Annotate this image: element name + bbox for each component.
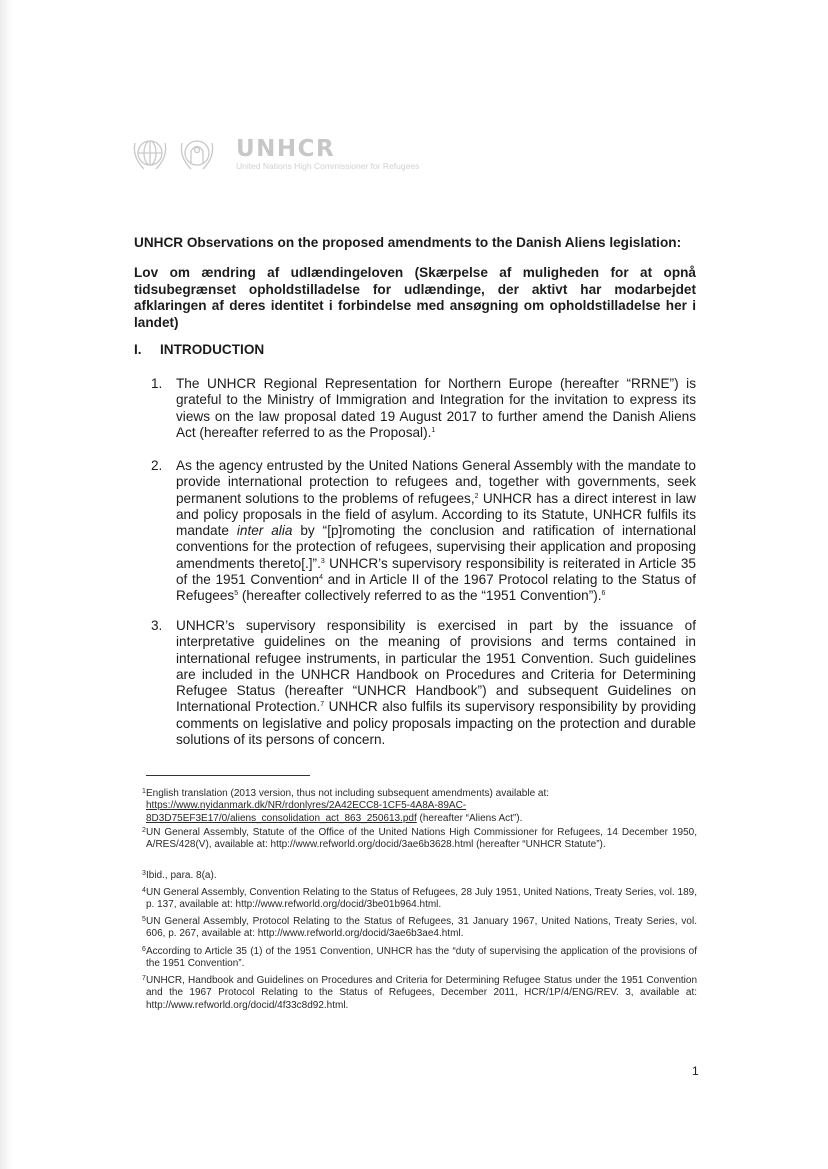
footnote-number: 6 (142, 946, 146, 953)
footnote-text: English translation (2013 version, thus not including subsequent amendments) available at: (146, 788, 550, 799)
footnote-text: (hereafter “Aliens Act”). (416, 812, 523, 824)
paragraph-text: UNHCR also fulfils its supervisory responsibility by providing comments on legislative and policy proposals impacting on the protection and durable solutions of its persons of concern. (176, 699, 697, 748)
section-heading (134, 342, 264, 357)
footnote-1 (142, 788, 697, 825)
page-number: 1 (692, 1064, 699, 1078)
footnote-number: 2 (142, 827, 146, 834)
paragraph-text: UNHCR’s supervisory responsibility is exercised in part by the issuance of interpretative guidelines on the meaning of provisions and terms contained in international refugee instruments, in particular the 1951 Convention. Such guidelines are included in the UNHCR Handbook on Procedures and Criteria for Determining Refugee Status (hereafter “UNHCR Handbook”) and subsequent Guidelines on International Protection. (176, 618, 696, 715)
footnote-number: 5 (142, 916, 146, 923)
un-emblem-icon (130, 133, 230, 177)
footnote-ref[interactable]: 5 (234, 590, 239, 598)
paragraph-italic: inter alia (236, 523, 293, 539)
paragraph-2 (151, 458, 697, 605)
footnote-number: 1 (142, 788, 146, 795)
document-subtitle: Lov om ændring af udlændingeloven (Skærpelse af muligheden for at opnå tidsubegrænset opholdstilladelse for udlændinge, der aktivt har modarbejdet afklaringen af deres identitet i forbindelse med ansøgning om opholdstilladelse her i landet) (134, 265, 696, 330)
footnote-4 (142, 887, 697, 912)
paragraph-number: 1. (151, 376, 163, 391)
paragraph-text: The UNHCR Regional Representation for Northern Europe (hereafter “RRNE”) is grateful to the Ministry of Immigration and Integration for the invitation to express its views on the law proposal dated 19 August 2017 to further amend the Danish Aliens Act (hereafter referred to as the Proposal). (176, 376, 696, 440)
paragraph-text: As the agency entrusted by the United Nations General Assembly with the mandate to provide international protection to refugees and, together with governments, seek permanent solutions to the problems of refugees, (176, 458, 696, 506)
footnote-7 (142, 975, 697, 1012)
footnote-text: According to Article 35 (1) of the 1951 Convention, UNHCR has the “duty of supervising the application of the provisions of the 1951 Convention”. (146, 946, 697, 970)
footnote-text: UN General Assembly, Statute of the Office of the United Nations High Commissioner for Refugees, 14 December 1950, A/RES/428(V), available at: http://www.refworld.org/docid/3ae6b3628.html (hereafter “UNHCR Statute”). (146, 827, 697, 851)
paragraph-text: and in Article II of the 1967 Protocol relating to the Status of Refugees (176, 572, 697, 604)
footnote-ref[interactable]: 7 (320, 701, 325, 709)
paragraph-text: (hereafter collectively referred to as the “1951 Convention”). (238, 588, 602, 604)
footnote-ref[interactable]: 4 (319, 574, 324, 582)
paragraph-1 (151, 376, 696, 441)
paragraph-text: UNHCR has a direct interest in law and policy proposals in the field of asylum. According to its Statute, UNHCR fulfils its mandate (176, 490, 697, 539)
paragraph-text: UNHCR’s supervisory responsibility is reiterated in Article 35 of the 1951 Convention (176, 555, 696, 588)
footnote-ref[interactable]: 2 (474, 492, 479, 500)
document-title: UNHCR Observations on the proposed amendments to the Danish Aliens legislation: (134, 235, 682, 250)
logo-subtitle: United Nations High Commissioner for Refugees (236, 161, 420, 171)
footnote-ref[interactable]: 1 (431, 426, 436, 434)
footnote-number: 7 (142, 975, 146, 982)
footnote-text: Ibid., para. 8(a). (146, 870, 217, 881)
footnote-ref[interactable]: 3 (320, 557, 325, 565)
paragraph-3 (151, 618, 697, 748)
footnote-text: UN General Assembly, Convention Relating to the Status of Refugees, 28 July 1951, United Nations, Treaty Series, vol. 189, p. 137, available at: http://www.refworld.org/docid/3be01b964.html. (146, 887, 697, 911)
paragraph-number: 3. (151, 618, 163, 633)
paragraph-number: 2. (151, 458, 163, 473)
footnote-text: UN General Assembly, Protocol Relating to the Status of Refugees, 31 January 1967, United Nations, Treaty Series, vol. 606, p. 267, available at: http://www.refworld.org/docid/3ae6b3ae4.html. (146, 916, 697, 940)
footnote-divider (146, 775, 310, 776)
footnote-link[interactable]: https://www.nyidanmark.dk/NR/rdonlyres/2A42ECC8-1CF5-4A8A-89AC-8D3D75EF3E17/0/aliens_consolidation_act_863_250613.pdf (146, 800, 467, 824)
footnote-6 (142, 946, 697, 971)
footnote-number: 3 (142, 870, 146, 877)
footnote-ref[interactable]: 6 (601, 590, 606, 598)
page-edge-shadow (0, 0, 12, 1169)
section-title: INTRODUCTION (160, 342, 265, 357)
paragraph-text: by “[p]romoting the conclusion and ratification of international conventions for the protection of refugees, supervising their application and proposing amendments thereto[.]”. (176, 523, 697, 571)
footnote-5 (142, 916, 697, 941)
footnote-2 (142, 827, 697, 852)
logo-wordmark: UNHCR (236, 136, 336, 162)
section-number: I. (134, 342, 142, 357)
footnote-number: 4 (142, 887, 146, 894)
footnote-text: UNHCR, Handbook and Guidelines on Procedures and Criteria for Determining Refugee Status under the 1951 Convention and the 1967 Protocol Relating to the Status of Refugees, December 2011, HCR/1P/4/ENG/REV. 3, available at: http://www.refworld.org/docid/4f33c8d92.html. (146, 975, 697, 1011)
footnote-3 (142, 870, 697, 882)
